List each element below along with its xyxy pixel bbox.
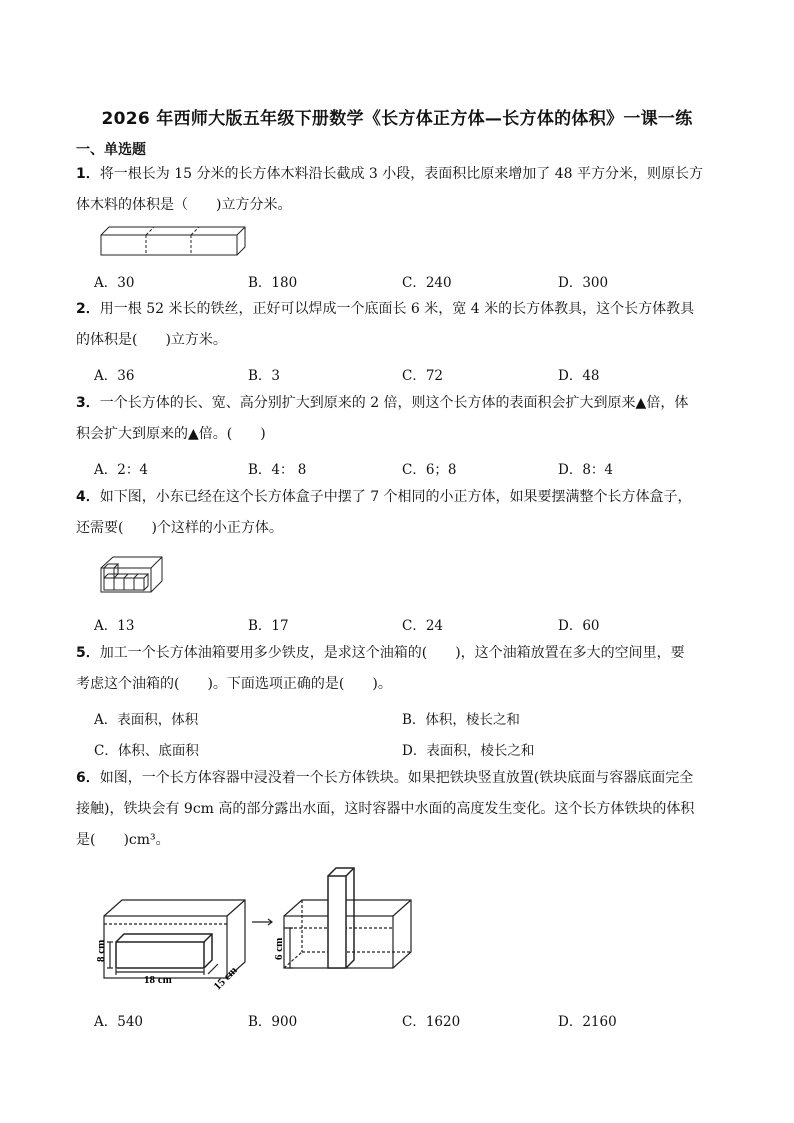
question-text: 用一根 52 米长的铁丝，正好可以焊成一个底面长 6 米，宽 4 米的长方体教具，这个长方体教具 xyxy=(99,301,695,317)
question-1-line-2: 体木料的体积是（ )立方分米。 xyxy=(76,197,292,213)
question-number: 5． xyxy=(76,645,100,661)
option-c: C．240 xyxy=(402,275,452,291)
iron-block-container-figure xyxy=(95,866,416,993)
option-d: D．8：4 xyxy=(558,462,614,478)
question-1-line-1 xyxy=(76,159,716,190)
question-3-line-1 xyxy=(76,388,716,419)
question-6-line-2: 接触)，铁块会有 9cm 高的部分露出水面，这时容器中水面的高度发生变化。这个长方体铁块的体积 xyxy=(76,801,695,817)
option-c: C．1620 xyxy=(402,1014,461,1030)
label-15cm: 15 cm xyxy=(211,964,240,993)
question-number: 6． xyxy=(76,770,100,786)
question-6-line-3: 是( )cm³。 xyxy=(76,832,170,848)
question-3-line-2: 积会扩大到原来的▲倍。( ) xyxy=(76,426,266,442)
option-d: D．48 xyxy=(558,368,600,384)
label-8cm: 8 cm xyxy=(95,939,107,962)
question-2-line-2: 的体积是( )立方米。 xyxy=(76,332,227,348)
cube-box-figure xyxy=(100,556,164,596)
question-2-line-1 xyxy=(76,294,716,325)
option-b: B．17 xyxy=(248,618,289,634)
option-b: B．180 xyxy=(248,275,298,291)
section-heading: 一、单选题 xyxy=(76,142,146,158)
option-d: D．60 xyxy=(558,618,600,634)
question-text: 将一根长为 15 分米的长方体木料沿长截成 3 小段，表面积比原来增加了 48 平方分米，则原长方 xyxy=(99,166,703,182)
question-text: 一个长方体的长、宽、高分别扩大到原来的 2 倍，则这个长方体的表面积会扩大到原来▲倍，体 xyxy=(99,395,689,411)
option-a: A．2：4 xyxy=(94,462,148,478)
question-number: 1． xyxy=(76,166,100,182)
option-b: B．4： 8 xyxy=(248,462,307,478)
question-4-line-1 xyxy=(76,482,716,513)
option-c: C．6；8 xyxy=(402,462,457,478)
question-6-line-1 xyxy=(76,763,716,794)
option-d: D．表面积，棱长之和 xyxy=(402,743,535,759)
option-b: B．体积，棱长之和 xyxy=(402,712,520,728)
option-a: A．540 xyxy=(94,1014,144,1030)
option-d: D．300 xyxy=(558,275,609,291)
question-number: 4． xyxy=(76,489,100,505)
option-c: C．24 xyxy=(402,618,444,634)
wood-beam-figure xyxy=(100,226,250,260)
option-b: B．3 xyxy=(248,368,281,384)
question-4 xyxy=(76,482,716,544)
option-a: A．13 xyxy=(94,618,135,634)
question-text: 如图，一个长方体容器中浸没着一个长方体铁块。如果把铁块竖直放置(铁块底面与容器底面完全 xyxy=(99,770,694,786)
question-number: 3． xyxy=(76,395,100,411)
option-a: A．30 xyxy=(94,275,135,291)
page-title: 2026 年西师大版五年级下册数学《长方体正方体—长方体的体积》一课一练 xyxy=(101,109,693,129)
question-number: 2． xyxy=(76,301,100,317)
option-d: D．2160 xyxy=(558,1014,617,1030)
question-5-line-2: 考虑这个油箱的( )。下面选项正确的是( )。 xyxy=(76,676,392,692)
question-5-line-1 xyxy=(76,638,716,669)
question-5 xyxy=(76,638,716,700)
question-1 xyxy=(76,159,716,221)
option-a: A．表面积，体积 xyxy=(94,712,199,728)
question-3 xyxy=(76,388,716,450)
question-text: 如下图，小东已经在这个长方体盒子中摆了 7 个相同的小正方体，如果要摆满整个长方体盒子， xyxy=(99,489,692,505)
option-c: C．体积、底面积 xyxy=(94,743,199,759)
question-2 xyxy=(76,294,716,356)
question-text: 加工一个长方体油箱要用多少铁皮，是求这个油箱的( )，这个油箱放置在多大的空间里，要 xyxy=(99,645,685,661)
option-a: A．36 xyxy=(94,368,135,384)
label-6cm: 6 cm xyxy=(273,937,285,960)
question-4-line-2: 还需要( )个这样的小正方体。 xyxy=(76,520,283,536)
option-b: B．900 xyxy=(248,1014,298,1030)
option-c: C．72 xyxy=(402,368,444,384)
question-6 xyxy=(76,763,716,856)
label-18cm: 18 cm xyxy=(144,974,172,986)
